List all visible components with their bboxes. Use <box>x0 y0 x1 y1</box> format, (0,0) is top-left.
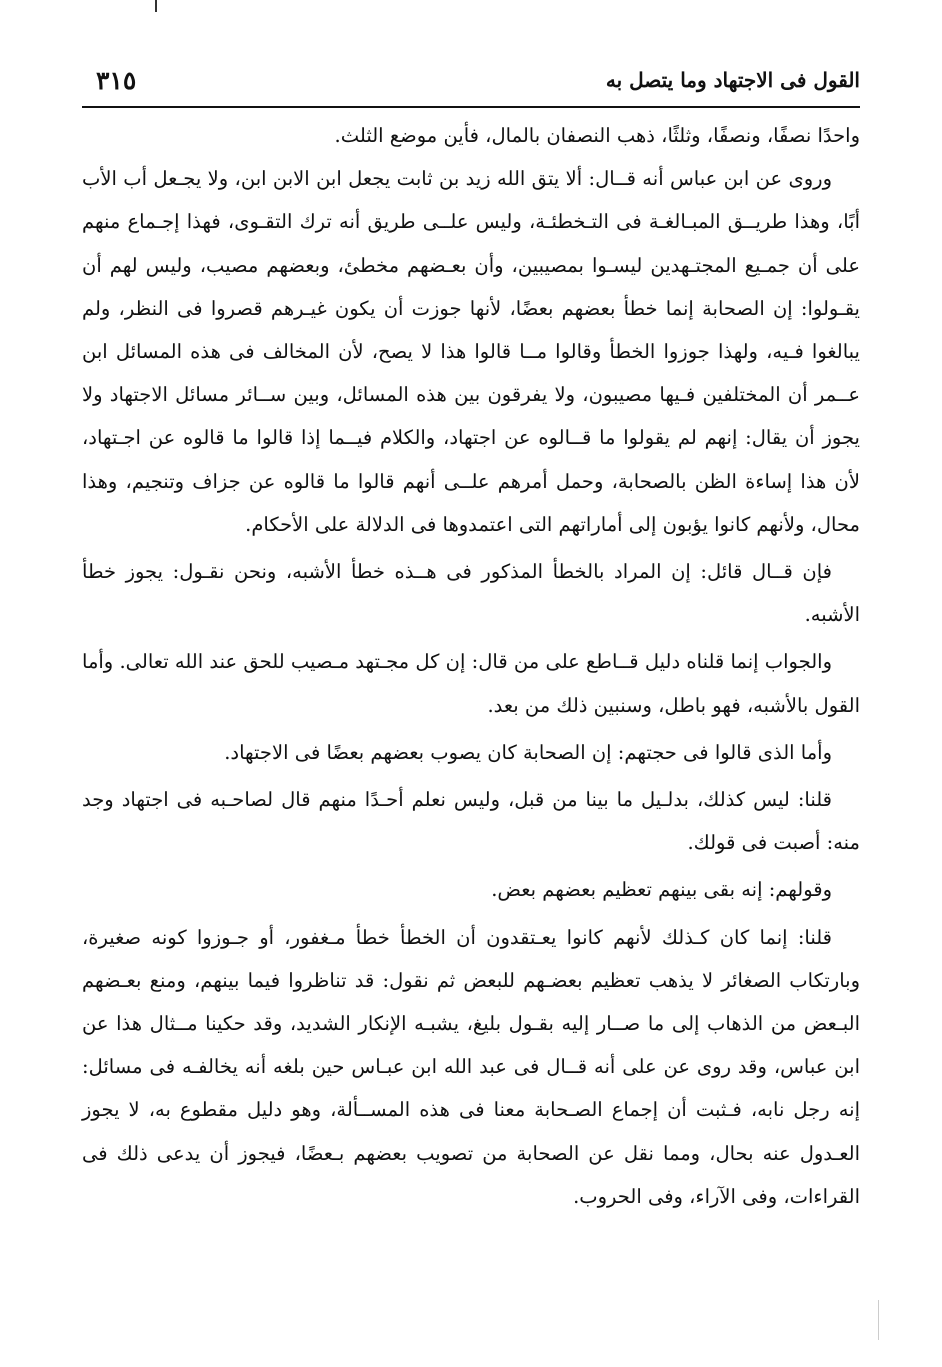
page-body <box>82 114 860 1218</box>
paragraph: واحدًا نصفًا، ونصفًا، وثلثًا، ذهب النصفان بالمال، فأين موضع الثلث. <box>334 124 860 147</box>
header-divider <box>82 106 860 108</box>
paragraph: والجواب إنما قلناه دليل قــاطع على من قال: إن كل مجـتهد مـصيب للحق عند الله تعالى. وأما القول بالأشبه، فهو باطل، وسنبين ذلك من بعد. <box>82 650 860 717</box>
page-number: ٣١٥ <box>96 66 137 95</box>
running-title: القول فى الاجتهاد وما يتصل به <box>605 68 860 92</box>
paragraph: قلنا: إنما كان كـذلك لأنهم كانوا يعـتقدون أن الخطأ خطأ مـغفور، أو جـوزوا كونه صغيرة، وبارتكاب الصغائر لا يذهب تعظيم بعضـهم للبعض ثم نقول: قد تناظروا فيما بينهم، ومنع بعـضهم البـعض من الذهاب إلى ما صــار إليه بقـول بليغ، يشبـه الإنكار الشديد، وقد حكينا مــثال هذا عن ابن عباس، وقد روى عن على أنه قــال فى عبد الله ابن عبـاس حين بلغه أنه يخالفـه فى مسائل: إنه رجل نابه، فـثبت أن إجماع الصـحابة معنا فى هذه المســألة، وهو دليل مقطوع به، لا يجوز العـدول عنه بحال، ومما نقل عن الصحابة من تصويب بعضهم بـعضًا، فيجوز أن يدعى ذلك فى القراءات، وفى الآراء، وفى الحروب. <box>82 925 860 1208</box>
paragraph: وروى عن ابن عباس أنه قــال: ألا يتق الله زيد بن ثابت يجعل ابن الابن ابن، ولا يجـعل أب الأب أبًا، وهذا طريــق المبـالغـة فى التـخطئـة، وليس علــى طريق أنه ترك التقـوى، فهذا إجـماع منهم على أن جمـيع المجتـهدين ليسـوا بمصيبين، وأن بعـضهم مخطئ، وبعضهم مصيب، وليس لهم أن يقـولوا: إن الصحابة إنما خطأ بعضهم بعضًا، لأنها جوزت أن يكون غيـرهم قصروا فى النظر، ولم يبالغوا فـيه، ولهذا جوزوا الخطأ وقالوا مــا قالوا هذا لا يصح، لأن المخالف فى هذه المسائل ابن عــمر أن المختلفين فـيها مصيبون، ولا يفرقون بين هذه المسائل، وبين ســائر مسائل الاجتهاد ولا يجوز أن يقال: إنهم لم يقولوا ما قــالوه عن اجتهاد، والكلام فيــما إذا قالوا ما قالوه عن اجـتهاد، لأن هذا إساءة الظن بالصحابة، وحمل أمرهم علــى أنهم قالوا ما قالوه عن جزاف وتنجيم، وهذا محال، ولأنهم كانوا يؤبون إلى أماراتهم التى اعتمدوها فى الدلالة على الأحكام. <box>82 167 860 536</box>
scan-mark <box>155 0 157 12</box>
margin-mark <box>878 1300 879 1340</box>
page-header <box>82 66 860 100</box>
paragraph: فإن قــال قائل: إن المراد بالخطأ المذكور فى هــذه خطأ الأشبه، ونحن نقـول: يجوز خطأ الأشبه. <box>82 560 860 627</box>
paragraph: قلنا: ليس كذلك، بدلـيل ما بينا من قبل، وليس نعلم أحـدًا منهم قال لصاحـبه فى اجتهاد وجد منه: أصبت فى قولك. <box>82 788 860 855</box>
paragraph: وقولهم: إنه بقى بينهم تعظيم بعضهم بعض. <box>491 878 832 902</box>
paragraph: وأما الذى قالوا فى حجتهم: إن الصحابة كان يصوب بعضهم بعضًا فى الاجتهاد. <box>224 740 832 764</box>
